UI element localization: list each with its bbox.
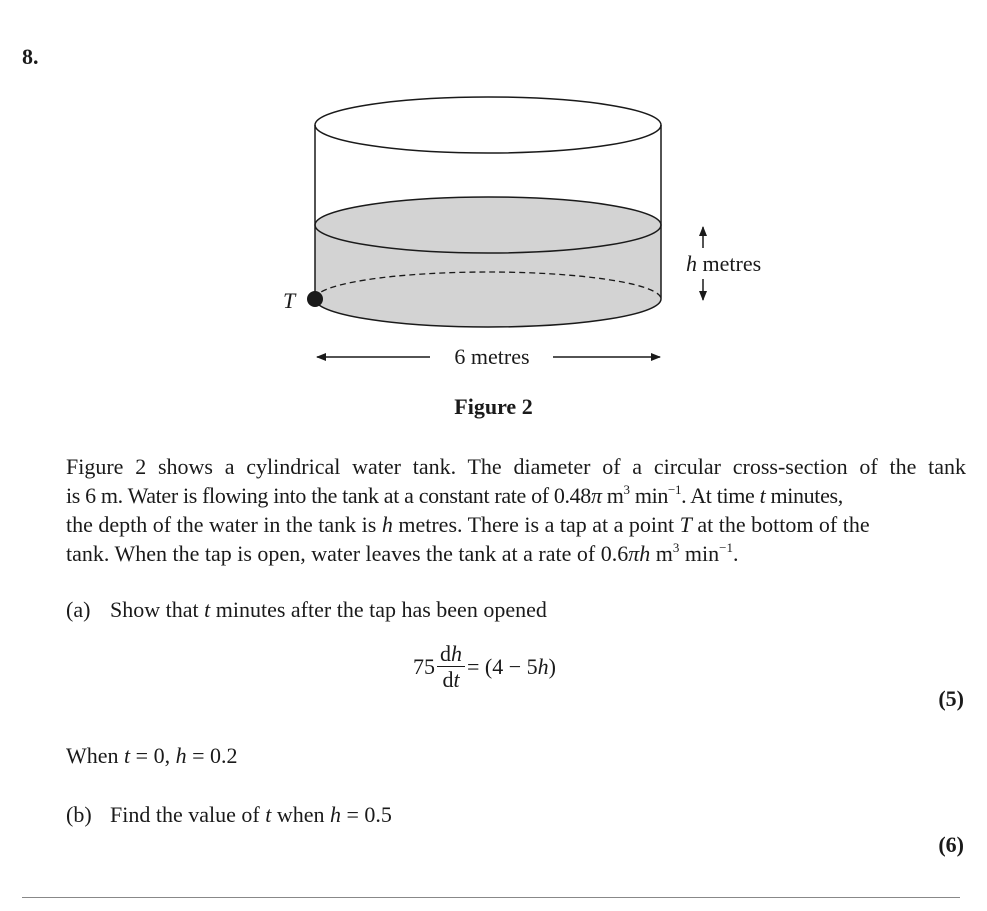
part-b-label: (b): [66, 802, 92, 827]
question-number: 8.: [22, 44, 39, 69]
part-a: (a) Show that t minutes after the tap has been opened: [66, 597, 547, 622]
bottom-rule: [22, 897, 960, 898]
tap-point: [307, 291, 323, 307]
part-b-marks: (6): [938, 832, 964, 857]
para-line-3: the depth of the water in the tank is h metres. There is a tap at a point T at the bottom of the: [66, 512, 870, 537]
water-surface: [315, 197, 661, 253]
part-a-marks: (5): [938, 686, 964, 711]
derivative-fraction: $\frac{dh}{dt}$: [437, 641, 465, 692]
figure-2-diagram: [0, 0, 987, 390]
tap-label: T: [283, 288, 296, 313]
initial-condition: When t = 0, h = 0.2: [66, 743, 238, 768]
para-line-4: tank. When the tap is open, water leaves the tank at a rate of 0.6πh $m^3$ $\min^{-1}$.: [66, 540, 739, 566]
part-a-label: (a): [66, 597, 91, 622]
problem-paragraph: [66, 452, 966, 568]
figure-caption: Figure 2: [454, 394, 533, 419]
tank-top-rim: [315, 97, 661, 153]
part-b: (b) Find the value of t when h = 0.5: [66, 802, 392, 827]
para-line-2: is 6 m. Water is flowing into the tank at a constant rate of 0.48π $m^3$ $\min^{-1}$. At time t minutes,: [66, 482, 843, 508]
height-label: h metres: [686, 251, 762, 276]
differential-equation: 75 $\frac{dh}{dt}$ = (4 − 5h): [413, 641, 556, 692]
para-line-1: Figure 2 shows a cylindrical water tank. The diameter of a circular cross-section of the tank: [66, 454, 966, 479]
width-label: 6 metres: [454, 344, 530, 369]
